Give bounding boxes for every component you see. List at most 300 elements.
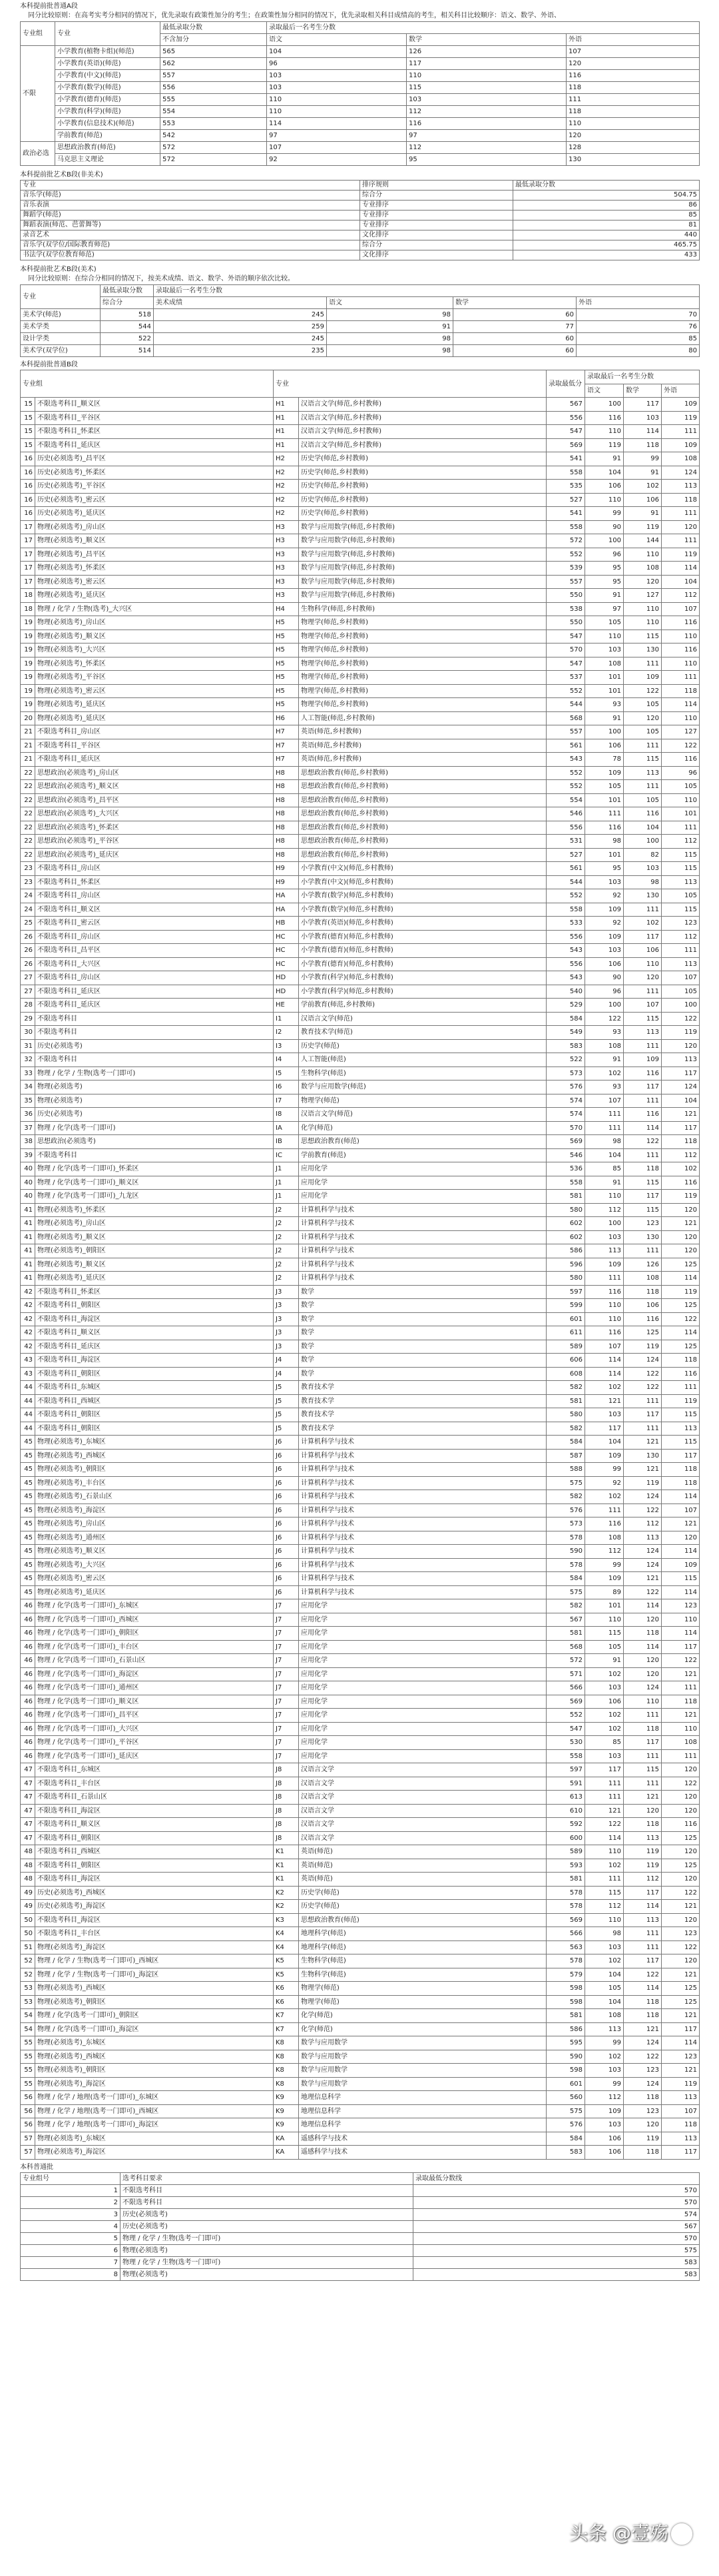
section-title: 本科提前批艺术B段(美术) (20, 266, 97, 273)
table-cell: 547 (547, 1722, 585, 1736)
table-cell: 小学教育(英语)(师范,乡村教师) (299, 917, 547, 931)
table-cell: 计算机科学与技术 (299, 1545, 547, 1559)
table-cell: 556 (547, 411, 585, 425)
table-row (21, 1654, 700, 1668)
header-group: 专业组 (21, 370, 274, 398)
table-cell: 物理(必须选考)_西城区 (35, 1982, 274, 1996)
table-cell: 不限选考科目_朝阳区 (35, 1408, 274, 1422)
table-cell: 数学与应用数学(师范,乡村教师) (299, 534, 547, 548)
table-cell: 584 (547, 1012, 585, 1026)
table-cell: 235 (154, 345, 327, 357)
table-cell: 578 (547, 1954, 585, 1968)
table-cell: 物理 / 化学 / 地理(选考一门即可)_东城区 (35, 2091, 274, 2105)
table-cell: 物理 / 化学(选考一门即可)_九龙区 (35, 1190, 274, 1204)
table-cell: 物理 / 化学 / 生物(选考一门即可) (120, 2256, 413, 2268)
table-cell: 100 (585, 398, 624, 412)
table-cell: 38 (21, 1135, 35, 1149)
table-cell: 历史(必须选考) (120, 2208, 413, 2220)
table-cell: 120 (662, 1913, 700, 1927)
table-cell: 汉语言文学(师范,乡村教师) (299, 411, 547, 425)
table-cell: 思想政治教育(师范) (299, 1135, 547, 1149)
table-row (21, 452, 700, 466)
table-cell: 106 (585, 1695, 624, 1709)
table-cell: 108 (662, 1736, 700, 1750)
table-cell: J7 (274, 1654, 299, 1668)
table-row (21, 2118, 700, 2132)
table-cell: 567 (547, 398, 585, 412)
table-cell: 不限选考科目_石景山区 (35, 1791, 274, 1805)
table-cell: K8 (274, 2036, 299, 2050)
section-regular (0, 2161, 719, 2281)
table-cell: 60 (453, 345, 577, 357)
table-cell: 112 (407, 106, 567, 118)
table-row (21, 1763, 700, 1777)
table-cell: 127 (662, 725, 700, 739)
table-cell: 121 (624, 1572, 662, 1586)
table-cell: 98 (327, 309, 453, 321)
table-row (21, 1995, 700, 2009)
table-cell: 数学与应用数学 (299, 2064, 547, 2078)
table-cell: 554 (547, 793, 585, 807)
table-cell: 人工智能(师范) (299, 1053, 547, 1067)
table-cell: 118 (624, 1995, 662, 2009)
table-cell: 57 (21, 2146, 35, 2160)
table-cell: 104 (585, 1968, 624, 1982)
table-row (21, 630, 700, 644)
table-cell: 112 (585, 2091, 624, 2105)
table-row (21, 1722, 700, 1736)
table-cell: 102 (585, 2050, 624, 2064)
table-cell: K1 (274, 1873, 299, 1887)
table-cell: 122 (662, 1940, 700, 1954)
table-cell: 化学(师范) (299, 1121, 547, 1135)
table-row (21, 106, 700, 118)
table-cell: 物理(必须选考)_延庆区 (35, 698, 274, 712)
table-cell: J7 (274, 1695, 299, 1709)
table-cell: 42 (21, 1285, 35, 1299)
table-row (21, 1777, 700, 1791)
table-cell: 569 (547, 1913, 585, 1927)
table-cell: HC (274, 944, 299, 958)
table-row (21, 930, 700, 944)
table-cell: 570 (547, 1121, 585, 1135)
table-art-b (20, 180, 700, 260)
table-cell: 27 (21, 985, 35, 999)
table-cell: 27 (21, 971, 35, 985)
table-cell: 41 (21, 1258, 35, 1272)
table-cell: 114 (662, 562, 700, 576)
table-cell: 114 (624, 1121, 662, 1135)
table-row (21, 875, 700, 889)
table-cell: 物理(必须选考)_顺义区 (35, 1230, 274, 1244)
table-cell: 122 (585, 1818, 624, 1832)
table-cell: 物理(必须选考)_延庆区 (35, 589, 274, 603)
table-cell: J6 (274, 1585, 299, 1599)
table-cell: 英语(师范) (299, 1845, 547, 1859)
table-cell: 565 (160, 46, 267, 58)
table-cell: 111 (662, 1749, 700, 1763)
table-cell: 543 (547, 944, 585, 958)
table-cell: 91 (624, 507, 662, 521)
table-cell: J1 (274, 1190, 299, 1204)
table-cell: 116 (624, 807, 662, 821)
table-cell: 50 (21, 1927, 35, 1941)
table-cell: H3 (274, 534, 299, 548)
table-cell: 33 (21, 1067, 35, 1080)
table-row (21, 1258, 700, 1272)
table-cell: 567 (547, 1613, 585, 1627)
table-row (21, 2184, 700, 2196)
table-row (21, 411, 700, 425)
table-cell: 111 (585, 807, 624, 821)
table-cell: 120 (567, 130, 700, 142)
table-cell: 不限选考科目 (35, 1053, 274, 1067)
table-cell: 物理 / 化学 / 生物(选考一门即可)_海淀区 (35, 1968, 274, 1982)
table-row (21, 985, 700, 999)
table-advance-a (20, 21, 700, 166)
table-cell: 580 (547, 1408, 585, 1422)
table-cell: 245 (154, 333, 327, 345)
table-cell: 123 (662, 917, 700, 931)
table-cell: H7 (274, 725, 299, 739)
table-cell: K9 (274, 2118, 299, 2132)
table-cell: 数学与应用数学 (299, 2036, 547, 2050)
table-cell: 41 (21, 1230, 35, 1244)
table-cell: 40 (21, 1176, 35, 1190)
table-cell: 100 (585, 534, 624, 548)
table-cell: 历史学(师范,乡村教师) (299, 507, 547, 521)
table-cell: 不限选考科目_朝阳区 (35, 1831, 274, 1845)
table-cell: 558 (547, 466, 585, 480)
table-cell: 102 (585, 1067, 624, 1080)
table-cell: 生物科学(师范) (299, 1968, 547, 1982)
table-row (21, 534, 700, 548)
table-row (21, 848, 700, 862)
table-cell: 46 (21, 1681, 35, 1695)
table-cell: 115 (585, 1627, 624, 1641)
table-cell: 汉语言文学 (299, 1831, 547, 1845)
table-cell: 518 (101, 309, 154, 321)
table-cell: 91 (585, 1053, 624, 1067)
table-cell: 113 (662, 1422, 700, 1436)
table-cell: 111 (624, 1422, 662, 1436)
table-row (21, 725, 700, 739)
table-cell: 设计学类 (21, 333, 101, 345)
table-cell: 117 (662, 2022, 700, 2036)
table-cell: 590 (547, 2050, 585, 2064)
table-cell: 不限选考科目_怀柔区 (35, 425, 274, 439)
table-cell: 109 (585, 1572, 624, 1586)
table-cell: 112 (407, 142, 567, 154)
table-cell: 119 (624, 520, 662, 534)
table-cell: 121 (662, 1709, 700, 1723)
table-cell: 568 (547, 711, 585, 725)
table-cell: 106 (585, 739, 624, 753)
table-cell: 108 (585, 1531, 624, 1545)
table-cell: 118 (662, 684, 700, 698)
table-cell: 小学教育(植物卡组)(师范) (55, 46, 160, 58)
table-cell: 物理 / 化学(选考一门即可)_昌平区 (35, 1709, 274, 1723)
table-cell: J7 (274, 1667, 299, 1681)
table-cell: 118 (662, 1463, 700, 1477)
table-cell: 115 (662, 903, 700, 917)
table-cell: 115 (662, 1436, 700, 1450)
table-cell: 书法学(双学位教育师范) (21, 250, 360, 260)
table-cell: 576 (547, 1503, 585, 1517)
table-cell: 114 (662, 1272, 700, 1286)
table-cell: 历史(必须选考)_延庆区 (35, 507, 274, 521)
table-cell: 103 (267, 70, 407, 82)
table-cell: 113 (624, 1831, 662, 1845)
table-cell: 130 (567, 154, 700, 166)
table-row (21, 903, 700, 917)
table-cell: 522 (101, 333, 154, 345)
table-cell: 97 (407, 130, 567, 142)
table-cell: 16 (21, 493, 35, 507)
table-cell: 1 (21, 2184, 120, 2196)
table-cell: 96 (267, 58, 407, 70)
table-cell: H5 (274, 644, 299, 657)
table-cell: 102 (585, 1859, 624, 1873)
table-cell: 思想政治教育(师范,乡村教师) (299, 807, 547, 821)
table-cell: 113 (624, 1913, 662, 1927)
table-cell: 不限选考科目_海淀区 (35, 1312, 274, 1326)
table-row (21, 1627, 700, 1641)
table-cell: 100 (662, 999, 700, 1013)
table-cell: 46 (21, 1722, 35, 1736)
table-cell: 109 (624, 1053, 662, 1067)
table-cell: 不限选考科目_海淀区 (35, 1873, 274, 1887)
table-cell: 专业排序 (360, 211, 513, 220)
table-cell: 21 (21, 725, 35, 739)
table-cell: 116 (662, 1367, 700, 1381)
table-cell: H2 (274, 480, 299, 494)
table-cell: 物理 / 化学 / 地理(选考一门即可)_西城区 (35, 2104, 274, 2118)
table-cell: 102 (585, 1490, 624, 1504)
table-cell: 552 (547, 548, 585, 562)
header-min: 录取最低分 (547, 370, 585, 398)
table-cell: 不限选考科目_朝阳区 (35, 1859, 274, 1873)
table-cell: 130 (624, 1230, 662, 1244)
table-cell: 计算机科学与技术 (299, 1585, 547, 1599)
table-cell: K6 (274, 1982, 299, 1996)
table-cell: 583 (413, 2256, 700, 2268)
table-cell: 122 (662, 1777, 700, 1791)
table-cell: 107 (662, 602, 700, 616)
table-cell: 122 (624, 1503, 662, 1517)
table-cell: 547 (547, 630, 585, 644)
table-cell: HA (274, 903, 299, 917)
table-cell: 不限选考科目_东城区 (35, 1381, 274, 1395)
table-cell: 122 (585, 1012, 624, 1026)
table-cell: 119 (624, 1340, 662, 1354)
table-cell: 应用化学 (299, 1736, 547, 1750)
table-cell: J6 (274, 1490, 299, 1504)
table-cell: 580 (547, 1203, 585, 1217)
table-cell: 物理(必须选考) (120, 2268, 413, 2280)
table-cell: 物理 / 化学(选考一门即可)_大兴区 (35, 1722, 274, 1736)
table-cell: J6 (274, 1449, 299, 1463)
header-group: 专业组 (21, 22, 55, 46)
table-cell: 20 (21, 711, 35, 725)
table-cell: 104 (662, 575, 700, 589)
table-cell: 数学 (299, 1340, 547, 1354)
table-cell: 美术学(师范) (21, 309, 101, 321)
table-cell: 16 (21, 466, 35, 480)
table-cell: 90 (585, 971, 624, 985)
table-cell: 119 (662, 548, 700, 562)
table-cell: 文化排序 (360, 250, 513, 260)
table-cell: 611 (547, 1326, 585, 1340)
table-cell: 120 (662, 520, 700, 534)
table-cell: 21 (21, 739, 35, 753)
table-cell: 计算机科学与技术 (299, 1558, 547, 1572)
table-cell: 英语(师范) (299, 1873, 547, 1887)
table-cell: 91 (585, 711, 624, 725)
table-cell: 物理学(师范,乡村教师) (299, 671, 547, 685)
table-cell: 物理学(师范,乡村教师) (299, 616, 547, 630)
table-cell: 552 (547, 1709, 585, 1723)
table-cell: 105 (585, 616, 624, 630)
table-cell: 573 (547, 1517, 585, 1531)
table-cell: 123 (624, 2104, 662, 2118)
table-cell: 584 (547, 1436, 585, 1450)
table-cell: 物理(必须选考)_房山区 (35, 1517, 274, 1531)
table-cell: 小学教育(英语)(师范) (55, 58, 160, 70)
table-cell: 47 (21, 1818, 35, 1832)
table-cell: 小学教育(德育)(师范,乡村教师) (299, 930, 547, 944)
table-cell: 122 (662, 1312, 700, 1326)
table-cell: 45 (21, 1545, 35, 1559)
table-cell: H8 (274, 835, 299, 849)
table-cell: 汉语言文学(师范,乡村教师) (299, 398, 547, 412)
table-cell: 593 (547, 1859, 585, 1873)
table-cell: HC (274, 957, 299, 971)
table-cell: 历史(必须选考)_平谷区 (35, 480, 274, 494)
table-cell: 112 (624, 1517, 662, 1531)
header-math: 数学 (407, 34, 567, 46)
table-row (21, 1244, 700, 1258)
table-cell: H1 (274, 438, 299, 452)
table-cell: 582 (547, 1422, 585, 1436)
table-row (21, 2022, 700, 2036)
table-cell: 47 (21, 1777, 35, 1791)
table-row (21, 1340, 700, 1354)
table-cell: 117 (407, 58, 567, 70)
table-cell: 45 (21, 1490, 35, 1504)
table-cell: 小学教育(中文)(师范) (55, 70, 160, 82)
table-cell: 117 (624, 398, 662, 412)
table-cell: 118 (624, 1285, 662, 1299)
table-cell: K6 (274, 1995, 299, 2009)
table-cell: 汉语言文学 (299, 1791, 547, 1805)
table-cell: 504.75 (513, 191, 700, 201)
table-cell: 121 (662, 1968, 700, 1982)
table-cell: 化学(师范) (299, 2022, 547, 2036)
table-cell: H1 (274, 411, 299, 425)
table-cell: 570 (413, 2232, 700, 2244)
table-cell: 558 (547, 1749, 585, 1763)
table-cell: 121 (662, 1517, 700, 1531)
table-cell: 582 (547, 1599, 585, 1613)
table-cell: 120 (662, 1230, 700, 1244)
table-cell: I6 (274, 1080, 299, 1094)
table-cell: 不限选考科目_东城区 (35, 1763, 274, 1777)
table-row (21, 1517, 700, 1531)
table-cell: 109 (585, 1449, 624, 1463)
table-cell: 591 (547, 1777, 585, 1791)
table-cell: K5 (274, 1954, 299, 1968)
table-cell: 不限选考科目_平谷区 (35, 739, 274, 753)
table-cell: 105 (624, 793, 662, 807)
table-cell: 19 (21, 657, 35, 671)
table-cell: 106 (624, 493, 662, 507)
table-cell: 606 (547, 1354, 585, 1368)
table-row (21, 766, 700, 780)
table-cell: 116 (662, 1818, 700, 1832)
table-cell: 小学教育(德育)(师范,乡村教师) (299, 957, 547, 971)
table-cell: 103 (585, 875, 624, 889)
table-cell: 汉语言文学 (299, 1804, 547, 1818)
table-cell: 113 (662, 1053, 700, 1067)
table-cell: 98 (585, 835, 624, 849)
table-cell: 119 (662, 2077, 700, 2091)
table-cell: 119 (662, 1394, 700, 1408)
table-row (21, 807, 700, 821)
table-row (21, 1422, 700, 1436)
table-cell: 598 (547, 2064, 585, 2078)
table-row (21, 2220, 700, 2232)
table-cell: 118 (624, 1162, 662, 1176)
table-row (21, 2256, 700, 2268)
table-cell: HE (274, 999, 299, 1013)
table-cell: 119 (662, 1285, 700, 1299)
table-cell: 教育技术学 (299, 1408, 547, 1422)
table-cell: 114 (662, 698, 700, 712)
table-row (21, 1913, 700, 1927)
table-cell: 111 (624, 903, 662, 917)
table-cell: 124 (624, 2077, 662, 2091)
table-cell: 历史(必须选考)_昌平区 (35, 452, 274, 466)
table-cell: 地理信息科学 (299, 2091, 547, 2105)
table-cell: 105 (585, 1640, 624, 1654)
table-cell: 历史学(师范) (299, 1039, 547, 1053)
table-cell: 120 (567, 58, 700, 70)
table-cell: 102 (585, 1709, 624, 1723)
table-cell: 数学 (299, 1367, 547, 1381)
table-cell: 124 (624, 1490, 662, 1504)
table-cell: 物理(必须选考)_延庆区 (35, 1272, 274, 1286)
table-cell: 124 (624, 1681, 662, 1695)
table-cell: 539 (547, 562, 585, 576)
table-cell: 不限选考科目_房山区 (35, 930, 274, 944)
table-cell: 小学教育(科学)(师范) (55, 106, 160, 118)
table-cell: K8 (274, 2077, 299, 2091)
table-cell: 不限选考科目_延庆区 (35, 438, 274, 452)
table-cell: 物理 / 化学(选考一门即可)_顺义区 (35, 1695, 274, 1709)
table-cell: 105 (624, 725, 662, 739)
table-cell: 113 (585, 2022, 624, 2036)
table-cell: 人工智能(师范,乡村教师) (299, 711, 547, 725)
table-cell: 地理信息科学 (299, 2118, 547, 2132)
table-cell: 44 (21, 1381, 35, 1395)
table-cell: 物理(必须选考)_海淀区 (35, 2077, 274, 2091)
table-cell: 558 (547, 520, 585, 534)
table-cell: 120 (662, 1804, 700, 1818)
table-cell: 104 (585, 1436, 624, 1450)
table-cell: 104 (624, 821, 662, 835)
table-cell: 85 (585, 1162, 624, 1176)
